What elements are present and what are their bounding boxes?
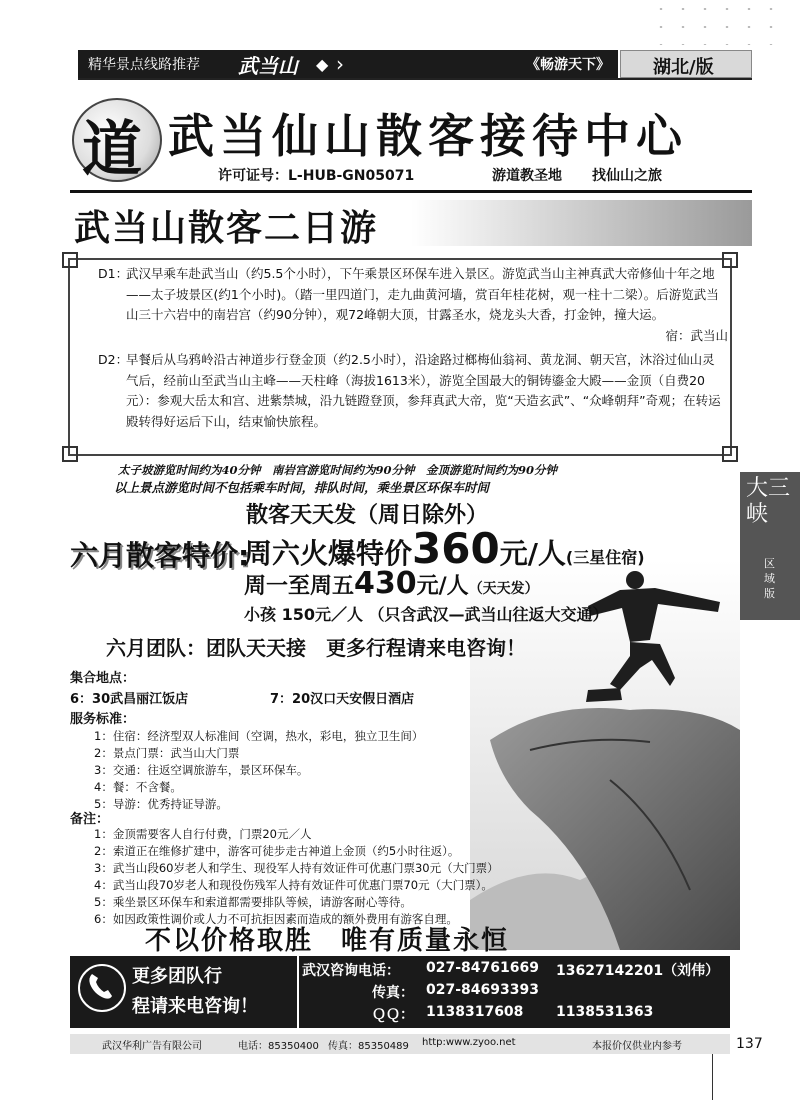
region-sub: 区域版 [764,557,775,600]
visit-times-note: 太子坡游览时间约为40分钟 南岩宫游览时间约为90分钟 金顶游览时间约为90分钟 [118,463,558,477]
brand-name: 武当仙山散客接待中心 [168,109,688,163]
service-item: 5：导游：优秀持证导游。 [94,797,228,811]
cta-line-1: 更多团队行 [132,966,222,987]
magazine-name: 《畅游天下》 [526,57,610,73]
lodging-note: 宿：武当山 [665,328,728,343]
service-item: 2：景点门票：武当山大门票 [94,746,240,760]
decorative-dot-grid [650,0,790,45]
frame-corner-bl [62,446,78,462]
footer-fax: 传真：85350489 [328,1041,409,1052]
dao-logo [72,98,162,185]
remark-item: 4：武当山段70岁老人和现役伤残军人持有效证件可优惠门票70元（大门票）。 [94,878,493,892]
remarks-heading: 备注： [70,812,110,827]
exclusion-note: 以上景点游览时间不包括乘车时间，排队时间，乘坐景区环保车时间 [114,480,490,495]
region-title: 大三峡 [746,476,791,527]
weekday-price-line [244,566,539,601]
tour-title: 武当山散客二日游 [74,207,379,249]
margin-line [712,1054,713,1100]
recommend-label: 精华景点线路推荐 [88,57,200,73]
phone-number-1: 027-84761669 [426,960,539,976]
quality-slogan: 不以价格取胜 唯有质量永恒 [145,926,510,956]
service-item: 4：餐：不含餐。 [94,780,182,794]
qq-label: ＱＱ： [372,1007,414,1023]
qq-number-1: 1138317608 [426,1004,524,1020]
cta-line-2: 程请来电咨询！ [132,996,258,1017]
page-number: 137 [736,1036,763,1052]
footer-bar [70,1034,730,1054]
logo-char: 道 [82,115,142,185]
itinerary-day-1 [98,264,728,350]
brand-slogan-1: 游道教圣地 [492,168,562,184]
weekday-note: （天天发） [468,581,539,597]
day-label: D2： [98,352,129,367]
phone-number-2: 13627142201（刘伟） [556,963,720,979]
footer-disclaimer: 本报价仅供业内参考 [592,1041,682,1052]
remark-item: 5：乘坐景区环保车和索道都需要排队等候，请游客耐心等待。 [94,895,412,909]
fax-number: 027-84693393 [426,982,539,998]
day-text: 早餐后从乌鸦岭沿古神道步行登金顶（约2.5小时），沿途路过榔梅仙翁祠、黄龙洞、朝天宫，沐浴过仙山灵气后，经前山至武当山主峰——天柱峰（海拔1613米），游览全国最大的铜铸鎏金大殿——金顶（自费20元）：参观大岳太和宫、进紫禁城，沿九链蹬登顶，参拜真武大帝，览“天造玄武”、“众峰朝拜”奇观；在转运殿转得好运后下山，结束愉快旅程。 [126,352,721,429]
daily-departure: 散客天天发（周日除外） [246,503,489,528]
weekday-unit: 元/人 [416,574,469,599]
saturday-prefix: 周六火爆特价 [244,537,413,570]
contact-bar [70,956,730,1028]
saturday-unit: 元/人 [499,537,566,570]
remark-item: 2：索道正在维修扩建中，游客可徒步走古神道上金顶（约5小时往返）。 [94,844,460,858]
footer-company: 武汉华利广告有限公司 [102,1041,202,1052]
remark-item: 3：武当山段60岁老人和学生、现役军人持有效证件可优惠门票30元（大门票） [94,861,499,875]
phone-icon [78,964,126,1012]
assembly-heading: 集合地点： [70,671,136,686]
footer-tel: 电话：85350400 [238,1041,319,1052]
header-bar [78,50,618,78]
footer-website: http:www.zyoo.net [422,1037,516,1048]
contact-separator [297,956,299,1028]
weekday-price: 430 [354,566,417,601]
diamond-icon: ◆ [316,55,329,74]
edition-box [620,50,752,78]
itinerary-day-2 [98,350,728,450]
child-price: 小孩 150元／人 （只含武汉—武当山往返大交通） [244,605,609,624]
chevron-right-icon: › [336,52,344,76]
brand-slogan-2: 找仙山之旅 [592,168,662,184]
promo-label: 六月散客特价: [70,539,250,572]
destination-title: 武当山 [238,54,298,78]
remark-item: 6：如因政策性调价或人力不可抗拒因素而造成的额外费用有游客自理。 [94,912,458,926]
service-heading: 服务标准： [70,712,136,727]
saturday-price: 360 [412,524,500,573]
weekday-prefix: 周一至周五 [244,574,355,599]
qq-number-2: 1138531363 [556,1004,654,1020]
tour-title-banner [70,200,752,249]
fax-label: 传真： [372,985,414,1001]
service-item: 3：交通：往返空调旅游车，景区环保车。 [94,763,309,777]
phone-label: 武汉咨询电话： [302,963,400,979]
saturday-note: (三星住宿) [565,548,645,567]
service-item: 1：住宿：经济型双人标准间（空调，热水，彩电，独立卫生间） [94,729,424,743]
edition-label: 湖北/版 [653,57,714,78]
day-label: D1： [98,266,129,281]
license-number: 许可证号：L-HUB-GN05071 [218,168,415,184]
day-text: 武汉早乘车赴武当山（约5.5个小时），下午乘景区环保车进入景区。游览武当山主神真武大帝修仙十年之地——太子坡景区(约1个小时)。（踏一里四道门，走九曲黄河墙，赏百年桂花树，观一柱十二梁）。后游览武当山三十六岩中的南岩宫（约90分钟），观72峰朝大顶，甘露圣水，烧龙头大香，打金钟，撞大运。 [126,266,719,322]
assembly-point-1: 6：30武昌丽江饭店 [70,692,189,707]
brand-divider [70,190,752,193]
assembly-point-2: 7：20汉口天安假日酒店 [270,692,415,707]
remark-item: 1：金顶需要客人自行付费，门票20元／人 [94,827,312,841]
frame-corner-tl [62,252,78,268]
header-divider [78,78,752,80]
region-tab [740,472,800,620]
team-offer: 六月团队：团队天天接 更多行程请来电咨询！ [106,636,526,660]
